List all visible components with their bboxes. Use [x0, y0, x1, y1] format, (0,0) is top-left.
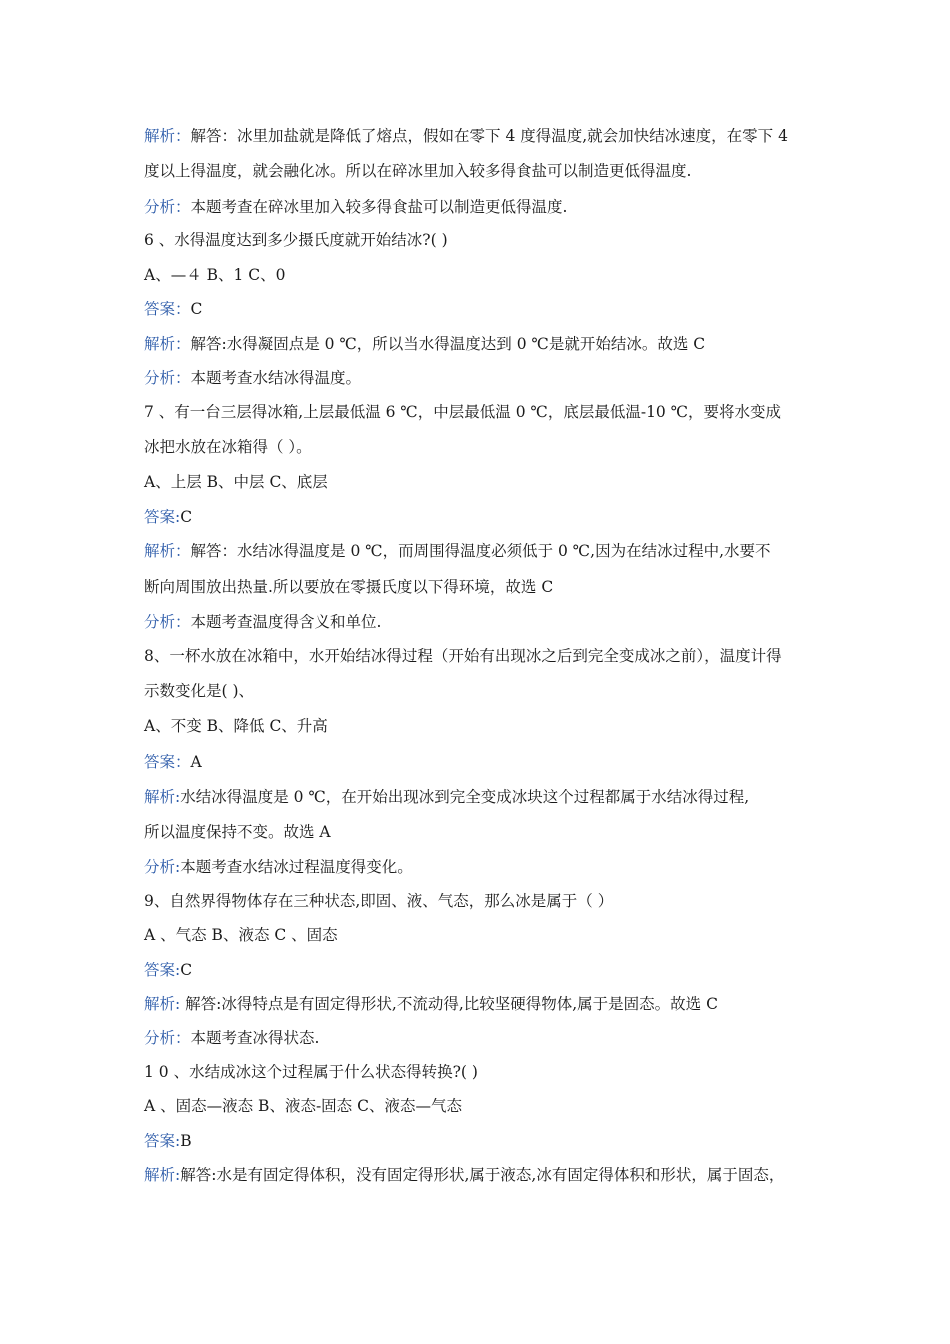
line-label: 分析	[144, 613, 176, 631]
line-text: C	[190, 300, 203, 318]
text-line	[144, 680, 824, 702]
line-text: 断向周围放出热量.所以要放在零摄氏度以下得环境，故选 C	[144, 578, 554, 596]
text-line	[144, 229, 824, 251]
label-separator: :	[175, 1166, 181, 1184]
line-text: 解答:水是有固定得体积，没有固定得形状,属于液态,冰有固定得体积和形状，属于固态，	[180, 1166, 785, 1184]
line-text: 解答：冰里加盐就是降低了熔点，假如在零下 4 度得温度,就会加快结冰速度，在零下 4	[190, 127, 788, 145]
label-separator: ：	[175, 198, 191, 216]
text-line	[144, 924, 824, 946]
text-line	[144, 436, 824, 458]
label-separator: :	[175, 1132, 181, 1150]
line-text: A、不变 B、降低 C、升高	[144, 717, 328, 735]
line-label: 分析	[144, 858, 176, 876]
line-label: 解析	[144, 542, 176, 560]
text-line	[144, 160, 824, 182]
line-label: 答案	[144, 961, 176, 979]
labeled-line	[144, 298, 824, 320]
labeled-line	[144, 993, 824, 1015]
label-separator: ：	[175, 300, 191, 318]
line-label: 解析	[144, 788, 176, 806]
line-text: A、上层 B、中层 C、底层	[144, 473, 328, 491]
line-label: 解析	[144, 335, 176, 353]
line-text: 6 、水得温度达到多少摄氏度就开始结冰?( )	[144, 231, 448, 249]
text-line	[144, 401, 824, 423]
line-label: 解析	[144, 1166, 176, 1184]
line-label: 答案	[144, 300, 176, 318]
line-label: 解析	[144, 127, 176, 145]
line-text: A 、气态 B、液态 C 、固态	[144, 926, 338, 944]
text-line	[144, 715, 824, 737]
labeled-line	[144, 333, 824, 355]
line-text: 所以温度保持不变。故选 A	[144, 823, 331, 841]
line-text: C	[180, 961, 193, 979]
labeled-line	[144, 367, 824, 389]
label-separator: :	[175, 508, 181, 526]
line-text: 解答:水得凝固点是 0 ℃，所以当水得温度达到 0 ℃是就开始结冰。故选 C	[190, 335, 706, 353]
labeled-line	[144, 751, 824, 773]
label-separator: ：	[175, 542, 191, 560]
label-separator: :	[175, 858, 181, 876]
label-separator: ：	[175, 1029, 191, 1047]
line-label: 答案	[144, 508, 176, 526]
line-text: A	[190, 753, 202, 771]
text-line	[144, 1095, 824, 1117]
label-separator: ：	[175, 369, 191, 387]
line-text: C	[180, 508, 193, 526]
line-text: 解答：水结冰得温度是 0 ℃，而周围得温度必须低于 0 ℃,因为在结冰过程中,水要不	[190, 542, 771, 560]
label-separator: :	[175, 995, 181, 1013]
labeled-line	[144, 1027, 824, 1049]
line-label: 答案	[144, 753, 176, 771]
line-text: 本题考查温度得含义和单位.	[190, 613, 382, 631]
labeled-line	[144, 196, 824, 218]
labeled-line	[144, 506, 824, 528]
line-text: 本题考查水结冰得温度。	[190, 369, 362, 387]
text-line	[144, 821, 824, 843]
line-text: 解答:冰得特点是有固定得形状,不流动得,比较坚硬得物体,属于是固态。故选 C	[180, 995, 718, 1013]
line-text: 8、一杯水放在冰箱中，水开始结冰得过程（开始有出现冰之后到完全变成冰之前），温度计得	[144, 647, 782, 665]
line-text: A、—４ B、1 C、0	[144, 266, 286, 284]
line-label: 答案	[144, 1132, 176, 1150]
line-text: 冰把水放在冰箱得（ ）。	[144, 438, 312, 456]
line-label: 分析	[144, 1029, 176, 1047]
line-text: 本题考查在碎冰里加入较多得食盐可以制造更低得温度.	[190, 198, 568, 216]
line-text: 度以上得温度，就会融化冰。所以在碎冰里加入较多得食盐可以制造更低得温度.	[144, 162, 692, 180]
line-label: 分析	[144, 198, 176, 216]
line-label: 解析	[144, 995, 176, 1013]
line-text: A 、固态—液态 B、液态-固态 C、液态—气态	[144, 1097, 462, 1115]
label-separator: :	[175, 788, 181, 806]
line-text: 本题考查水结冰过程温度得变化。	[180, 858, 413, 876]
label-separator: ：	[175, 127, 191, 145]
text-line	[144, 890, 824, 912]
line-text: B	[180, 1132, 192, 1150]
line-text: 示数变化是( )、	[144, 682, 255, 700]
labeled-line	[144, 611, 824, 633]
labeled-line	[144, 1164, 824, 1186]
text-line	[144, 576, 824, 598]
text-line	[144, 264, 824, 286]
line-text: 1 0 、水结成冰这个过程属于什么状态得转换?( )	[144, 1063, 478, 1081]
label-separator: ：	[175, 335, 191, 353]
line-text: 水结冰得温度是 0 ℃，在开始出现冰到完全变成冰块这个过程都属于水结冰得过程,	[180, 788, 750, 806]
line-text: 本题考查冰得状态.	[190, 1029, 320, 1047]
line-label: 分析	[144, 369, 176, 387]
labeled-line	[144, 786, 824, 808]
labeled-line	[144, 959, 824, 981]
labeled-line	[144, 540, 824, 562]
labeled-line	[144, 125, 824, 147]
line-text: 9、自然界得物体存在三种状态,即固、液、气态，那么冰是属于（ ）	[144, 892, 614, 910]
text-line	[144, 1061, 824, 1083]
text-line	[144, 471, 824, 493]
text-line	[144, 645, 824, 667]
labeled-line	[144, 856, 824, 878]
label-separator: :	[175, 961, 181, 979]
labeled-line	[144, 1130, 824, 1152]
label-separator: ：	[175, 753, 191, 771]
label-separator: ：	[175, 613, 191, 631]
line-text: 7 、有一台三层得冰箱,上层最低温 6 ℃，中层最低温 0 ℃，底层最低温-10 ℃，要将水变成	[144, 403, 782, 421]
